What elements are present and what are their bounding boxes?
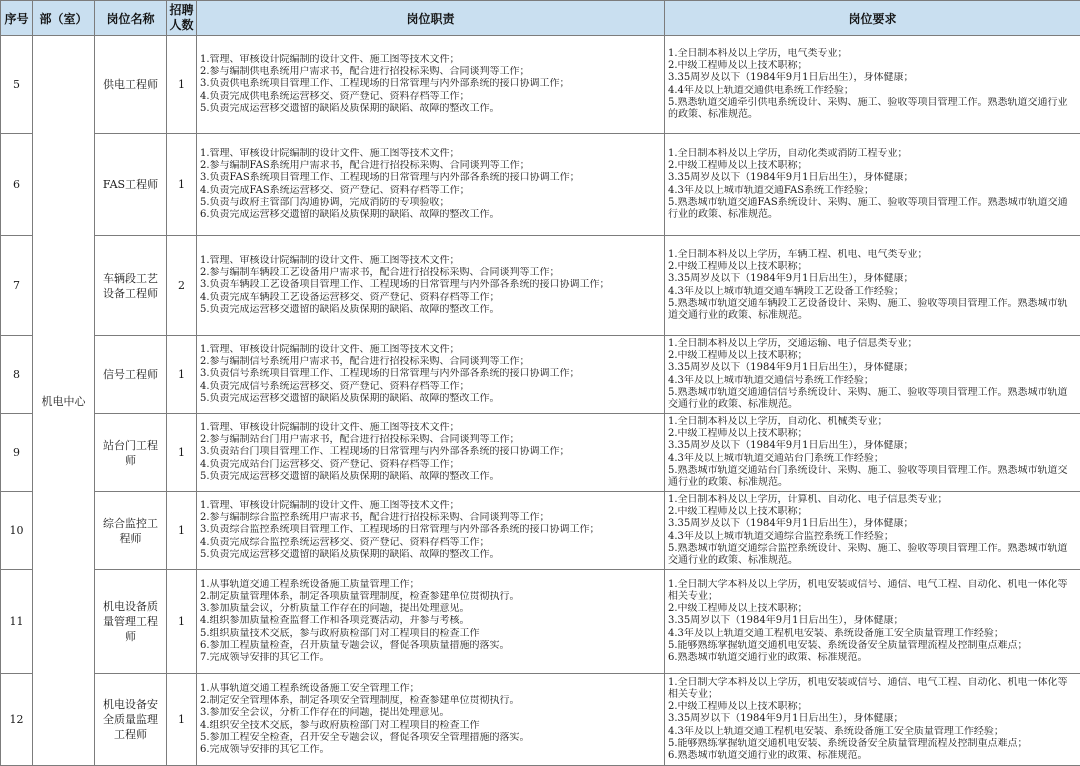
requirement-item: 5.熟悉轨道交通牵引供电系统设计、采购、施工、验收等项目管理工作。熟悉轨道交通行业的政策、标准规范。: [668, 97, 1077, 121]
duty-item: 2.制定质量管理体系，制定各项质量管理制度，检查参建单位贯彻执行。: [200, 591, 661, 603]
table-row: [1, 414, 1080, 492]
duty-item: 4.负责完成信号系统运营移交、资产登记、资料存档等工作；: [200, 381, 661, 393]
hire-count: 2: [167, 236, 197, 336]
duty-item: 2.参与编制车辆段工艺设备用户需求书，配合进行招投标采购、合同谈判等工作；: [200, 267, 661, 279]
duties-cell: [197, 674, 665, 766]
table-row: [1, 570, 1080, 674]
row-seq: 5: [1, 36, 33, 134]
duty-item: 1.管理、审核设计院编制的设计文件、施工图等技术文件；: [200, 344, 661, 356]
hire-count: 1: [167, 336, 197, 414]
duty-item: 5.负责完成运营移交遗留的缺陷及质保期的缺陷、故障的整改工作。: [200, 103, 661, 115]
requirement-item: 1.全日制本科及以上学历，自动化、机械类专业；: [668, 416, 1077, 428]
requirement-item: 1.全日制本科及以上学历，自动化类或消防工程专业；: [668, 148, 1077, 160]
row-seq: 6: [1, 134, 33, 236]
requirement-item: 3.35周岁以下（1984年9月1日后出生），身体健康；: [668, 615, 1077, 627]
duties-cell: [197, 36, 665, 134]
requirements-cell: [665, 36, 1080, 134]
requirement-item: 2.中级工程师及以上技术职称；: [668, 701, 1077, 713]
duties-cell: [197, 570, 665, 674]
duty-item: 4.负责完成车辆段工艺设备运营移交、资产登记、资料存档等工作；: [200, 292, 661, 304]
requirement-item: 6.熟悉城市轨道交通行业的政策、标准规范。: [668, 750, 1077, 762]
duty-item: 5.参加工程安全检查，召开安全专题会议，督促各项安全管理措施的落实。: [200, 732, 661, 744]
requirements-cell: [665, 492, 1080, 570]
table-row: [1, 36, 1080, 134]
requirement-item: 2.中级工程师及以上技术职称；: [668, 428, 1077, 440]
duty-item: 2.参与编制站台门用户需求书，配合进行招投标采购、合同谈判等工作；: [200, 434, 661, 446]
requirement-item: 5.熟悉城市轨道交通通信信号系统设计、采购、施工、验收等项目管理工作。熟悉城市轨道交通行业的政策、标准规范。: [668, 387, 1077, 411]
duty-item: 1.从事轨道交通工程系统设备施工质量管理工作；: [200, 579, 661, 591]
requirements-cell: [665, 134, 1080, 236]
hire-count: 1: [167, 570, 197, 674]
requirement-item: 3.35周岁及以下（1984年9月1日后出生），身体健康；: [668, 518, 1077, 530]
requirement-item: 4.3年及以上城市轨道交通站台门系统工作经验；: [668, 453, 1077, 465]
position-name: 车辆段工艺设备工程师: [95, 236, 167, 336]
hire-count: 1: [167, 414, 197, 492]
row-seq: 8: [1, 336, 33, 414]
duty-item: 3.负责车辆段工艺设备项目管理工作、工程现场的日常管理与内外部各系统的接口协调工作；: [200, 279, 661, 291]
requirement-item: 5.熟悉城市轨道交通FAS系统设计、采购、施工、验收等项目管理工作。熟悉城市轨道交通行业的政策、标准规范。: [668, 197, 1077, 221]
requirement-item: 5.能够熟练掌握轨道交通机电安装、系统设备安全质量管理流程及控制重点难点；: [668, 640, 1077, 652]
requirement-item: 3.35周岁及以下（1984年9月1日后出生），身体健康；: [668, 440, 1077, 452]
duty-item: 4.组织参加质量检查监督工作和各项竞赛活动，并参与考核。: [200, 615, 661, 627]
requirement-item: 1.全日制本科及以上学历，车辆工程、机电、电气类专业；: [668, 249, 1077, 261]
row-seq: 9: [1, 414, 33, 492]
duty-item: 4.负责完成站台门运营移交、资产登记、资料存档等工作；: [200, 459, 661, 471]
requirement-item: 5.熟悉城市轨道交通车辆段工艺设备设计、采购、施工、验收等项目管理工作。熟悉城市轨道交通行业的政策、标准规范。: [668, 298, 1077, 322]
header-row: [1, 1, 1080, 36]
requirement-item: 2.中级工程师及以上技术职称；: [668, 261, 1077, 273]
table-row: [1, 492, 1080, 570]
requirement-item: 4.3年及以上轨道交通工程机电安装、系统设备施工安全质量管理工作经验；: [668, 628, 1077, 640]
duty-item: 3.负责信号系统项目管理工作、工程现场的日常管理与内外部各系统的接口协调工作；: [200, 368, 661, 380]
requirement-item: 4.3年及以上轨道交通工程机电安装、系统设备施工安全质量管理工作经验；: [668, 726, 1077, 738]
position-name: 机电设备安全质量监理工程师: [95, 674, 167, 766]
requirement-item: 1.全日制大学本科及以上学历，机电安装或信号、通信、电气工程、自动化、机电一体化等相关专业；: [668, 579, 1077, 603]
duty-item: 2.制定安全管理体系，制定各项安全管理制度，检查参建单位贯彻执行。: [200, 695, 661, 707]
position-name: 供电工程师: [95, 36, 167, 134]
requirement-item: 2.中级工程师及以上技术职称；: [668, 506, 1077, 518]
duty-item: 2.参与编制信号系统用户需求书，配合进行招投标采购、合同谈判等工作；: [200, 356, 661, 368]
duties-cell: [197, 414, 665, 492]
table-row: [1, 134, 1080, 236]
requirement-item: 4.3年及以上城市轨道交通综合监控系统工作经验；: [668, 531, 1077, 543]
requirement-item: 1.全日制本科及以上学历，计算机、自动化、电子信息类专业；: [668, 494, 1077, 506]
table-row: [1, 336, 1080, 414]
row-seq: 11: [1, 570, 33, 674]
header-position: 岗位名称: [95, 1, 167, 36]
duty-item: 5.负责完成运营移交遗留的缺陷及质保期的缺陷、故障的整改工作。: [200, 393, 661, 405]
duty-item: 6.完成领导安排的其它工作。: [200, 744, 661, 756]
hire-count: 1: [167, 492, 197, 570]
table-row: [1, 674, 1080, 766]
requirement-item: 5.能够熟练掌握轨道交通机电安装、系统设备安全质量管理流程及控制重点难点；: [668, 738, 1077, 750]
requirement-item: 1.全日制本科及以上学历，电气类专业；: [668, 48, 1077, 60]
requirements-cell: [665, 414, 1080, 492]
requirement-item: 2.中级工程师及以上技术职称；: [668, 350, 1077, 362]
requirement-item: 4.3年及以上城市轨道交通车辆段工艺设备工作经验；: [668, 286, 1077, 298]
header-count: 招聘人数: [167, 1, 197, 36]
requirement-item: 2.中级工程师及以上技术职称；: [668, 603, 1077, 615]
position-name: 信号工程师: [95, 336, 167, 414]
requirement-item: 1.全日制本科及以上学历，交通运输、电子信息类专业；: [668, 338, 1077, 350]
duty-item: 4.负责完成供电系统运营移交、资产登记、资料存档等工作；: [200, 91, 661, 103]
duty-item: 6.参加工程质量检查，召开质量专题会议，督促各项质量措施的落实。: [200, 640, 661, 652]
duty-item: 3.负责综合监控系统项目管理工作、工程现场的日常管理与内外部各系统的接口协调工作；: [200, 524, 661, 536]
duties-cell: [197, 336, 665, 414]
duty-item: 1.管理、审核设计院编制的设计文件、施工图等技术文件；: [200, 255, 661, 267]
duty-item: 3.参加安全会议，分析工作存在的问题，提出处理意见。: [200, 707, 661, 719]
requirement-item: 3.35周岁及以下（1984年9月1日后出生），身体健康；: [668, 72, 1077, 84]
duty-item: 1.管理、审核设计院编制的设计文件、施工图等技术文件；: [200, 500, 661, 512]
requirement-item: 4.3年及以上城市轨道交通FAS系统工作经验；: [668, 185, 1077, 197]
requirement-item: 4.4年及以上轨道交通供电系统工作经验；: [668, 85, 1077, 97]
duty-item: 7.完成领导安排的其它工作。: [200, 652, 661, 664]
row-seq: 7: [1, 236, 33, 336]
duty-item: 4.组织安全技术交底，参与政府质检部门对工程项目的检查工作: [200, 720, 661, 732]
requirements-cell: [665, 236, 1080, 336]
position-name: FAS工程师: [95, 134, 167, 236]
duty-item: 5.组织质量技术交底，参与政府质检部门对工程项目的检查工作: [200, 628, 661, 640]
duty-item: 5.负责完成运营移交遗留的缺陷及质保期的缺陷、故障的整改工作。: [200, 549, 661, 561]
position-name: 综合监控工程师: [95, 492, 167, 570]
department-cell: 机电中心: [33, 36, 95, 766]
duty-item: 1.管理、审核设计院编制的设计文件、施工图等技术文件；: [200, 148, 661, 160]
duty-item: 3.负责供电系统项目管理工作、工程现场的日常管理与内外部系统的接口协调工作；: [200, 78, 661, 90]
hire-count: 1: [167, 134, 197, 236]
requirement-item: 2.中级工程师及以上技术职称；: [668, 60, 1077, 72]
hire-count: 1: [167, 674, 197, 766]
duty-item: 6.负责完成运营移交遗留的缺陷及质保期的缺陷、故障的整改工作。: [200, 209, 661, 221]
hire-count: 1: [167, 36, 197, 134]
row-seq: 12: [1, 674, 33, 766]
duty-item: 2.参与编制FAS系统用户需求书，配合进行招投标采购、合同谈判等工作；: [200, 160, 661, 172]
requirement-item: 5.熟悉城市轨道交通综合监控系统设计、采购、施工、验收等项目管理工作。熟悉城市轨道交通行业的政策、标准规范。: [668, 543, 1077, 567]
position-name: 站台门工程师: [95, 414, 167, 492]
position-name: 机电设备质量管理工程师: [95, 570, 167, 674]
header-requirements: 岗位要求: [665, 1, 1080, 36]
requirement-item: 3.35周岁以下（1984年9月1日后出生），身体健康；: [668, 713, 1077, 725]
duty-item: 4.负责完成FAS系统运营移交、资产登记、资料存档等工作；: [200, 185, 661, 197]
requirement-item: 3.35周岁及以下（1984年9月1日后出生），身体健康；: [668, 172, 1077, 184]
header-dept: 部（室）: [33, 1, 95, 36]
duties-cell: [197, 236, 665, 336]
header-seq: 序号: [1, 1, 33, 36]
duty-item: 5.负责完成运营移交遗留的缺陷及质保期的缺陷、故障的整改工作。: [200, 304, 661, 316]
duties-cell: [197, 492, 665, 570]
requirement-item: 1.全日制大学本科及以上学历，机电安装或信号、通信、电气工程、自动化、机电一体化等相关专业；: [668, 677, 1077, 701]
duties-cell: [197, 134, 665, 236]
requirement-item: 3.35周岁及以下（1984年9月1日后出生），身体健康；: [668, 362, 1077, 374]
duty-item: 1.管理、审核设计院编制的设计文件、施工图等技术文件；: [200, 54, 661, 66]
duty-item: 4.负责完成综合监控系统运营移交、资产登记、资料存档等工作；: [200, 537, 661, 549]
duty-item: 1.管理、审核设计院编制的设计文件、施工图等技术文件；: [200, 422, 661, 434]
duty-item: 3.负责站台门项目管理工作、工程现场的日常管理与内外部各系统的接口协调工作；: [200, 446, 661, 458]
requirements-cell: [665, 674, 1080, 766]
table-row: [1, 236, 1080, 336]
row-seq: 10: [1, 492, 33, 570]
requirements-cell: [665, 336, 1080, 414]
requirement-item: 3.35周岁及以下（1984年9月1日后出生），身体健康；: [668, 273, 1077, 285]
requirements-cell: [665, 570, 1080, 674]
header-duties: 岗位职责: [197, 1, 665, 36]
requirement-item: 5.熟悉城市轨道交通站台门系统设计、采购、施工、验收等项目管理工作。熟悉城市轨道交通行业的政策、标准规范。: [668, 465, 1077, 489]
duty-item: 2.参与编制供电系统用户需求书，配合进行招投标采购、合同谈判等工作；: [200, 66, 661, 78]
duty-item: 5.负责完成运营移交遗留的缺陷及质保期的缺陷、故障的整改工作。: [200, 471, 661, 483]
requirement-item: 2.中级工程师及以上技术职称；: [668, 160, 1077, 172]
duty-item: 3.参加质量会议，分析质量工作存在的问题，提出处理意见。: [200, 603, 661, 615]
requirement-item: 4.3年及以上城市轨道交通信号系统工作经验；: [668, 375, 1077, 387]
duty-item: 3.负责FAS系统项目管理工作、工程现场的日常管理与内外部各系统的接口协调工作；: [200, 172, 661, 184]
requirement-item: 6.熟悉城市轨道交通行业的政策、标准规范。: [668, 652, 1077, 664]
duty-item: 2.参与编制综合监控系统用户需求书，配合进行招投标采购、合同谈判等工作；: [200, 512, 661, 524]
duty-item: 5.负责与政府主管部门沟通协调，完成消防的专项验收；: [200, 197, 661, 209]
duty-item: 1.从事轨道交通工程系统设备施工安全管理工作；: [200, 683, 661, 695]
